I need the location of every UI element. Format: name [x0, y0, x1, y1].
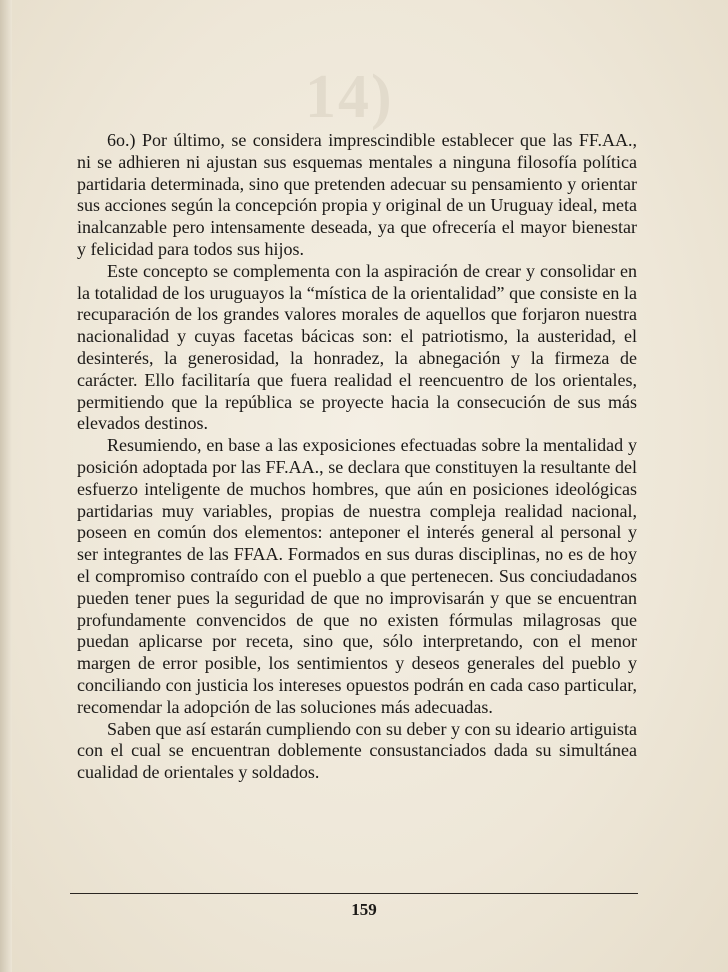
page-number: 159	[351, 900, 377, 919]
footer-rule	[70, 893, 638, 894]
show-through-chapter-mark: 14)	[305, 63, 394, 131]
paragraph-1: 6o.) Por último, se considera imprescindible establecer que las FF.AA., ni se adhieren ni ajustan sus esquemas mentales a ninguna filosofía política partidaria determinada, sino que pretenden adecuar su pensamiento y orientar sus acciones según la concepción propia y original de un Uruguay ideal, meta inalcanzable pero intensamente deseada, ya que ofrecería el mayor bienestar y felicidad para todos sus hijos.	[77, 130, 637, 259]
paragraph-2: Este concepto se complementa con la aspiración de crear y consolidar en la totalidad de los uruguayos la “mística de la orientalidad” que consiste en la recuparación de los grandes valores morales de aquellos que forjaron nuestra nacionalidad y cuyas facetas bácicas son: el patriotismo, la austeridad, el desinterés, la generosidad, la honradez, la abnegación y la firmeza de carácter. Ello facilitaría que fuera realidad el reencuentro de los orientales, permitiendo que la república se proyecte hacia la consecución de sus más elevados destinos.	[77, 260, 637, 434]
book-spine-shadow	[0, 0, 12, 972]
paragraph-4: Saben que así estarán cumpliendo con su deber y con su ideario artiguista con el cual se encuentran doblemente consustanciados dada su simultánea cualidad de orientales y soldados.	[77, 718, 637, 783]
body-text	[77, 130, 637, 784]
paragraph-3: Resumiendo, en base a las exposiciones efectuadas sobre la mentalidad y posición adoptada por las FF.AA., se declara que constituyen la resultante del esfuerzo inteligente de muchos hombres, que aún en posiciones ideológicas partidarias muy variables, propias de nuestra compleja realidad nacional, poseen en común dos elementos: anteponer el interés general al personal y ser integrantes de las FFAA. Formados en sus duras disciplinas, no es de hoy el compromiso contraído con el pueblo a que pertenecen. Sus conciudadanos pueden tener pues la seguridad de que no improvisarán y que se encuentran profundamente convencidos de que no existen fórmulas milagrosas que puedan aplicarse por receta, sino que, sólo interpretando, con el menor margen de error posible, los sentimientos y deseos generales del pueblo y conciliando con justicia los intereses opuestos podrán en cada caso particular, recomendar la adopción de las soluciones más adecuadas.	[77, 435, 637, 717]
